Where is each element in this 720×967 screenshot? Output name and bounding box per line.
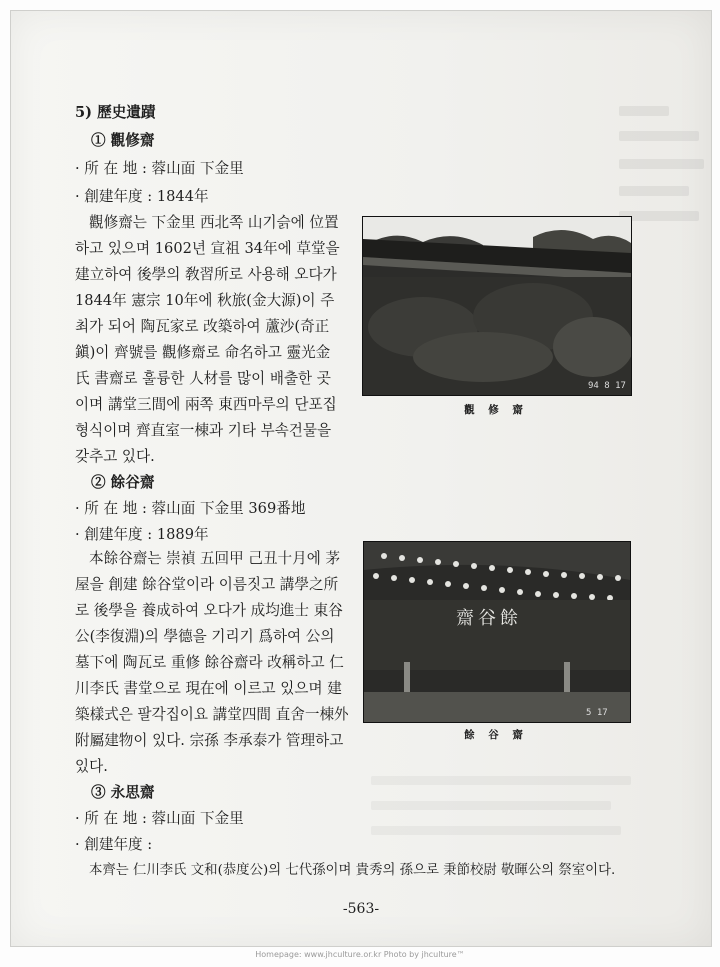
item-location-3: · 所 在 地 : 蓉山面 下金里 bbox=[75, 810, 244, 827]
item-founded-2: · 創建年度 : 1889年 bbox=[75, 526, 209, 543]
photo-caption-1: 觀 修 齋 bbox=[464, 404, 528, 416]
body-line: 墓下에 陶瓦로 重修 餘谷齋라 改稱하고 仁 bbox=[75, 654, 344, 671]
body-line: 附屬建物이 있다. 宗孫 李承泰가 管理하고 bbox=[75, 732, 344, 749]
body-line: 1844年 憲宗 10年에 秋旅(金大源)이 주 bbox=[75, 292, 335, 309]
photo-yeogokjae bbox=[363, 541, 631, 723]
body-line: 築樣式은 팔각집이요 講堂四間 直舍一棟外 bbox=[75, 706, 349, 723]
body-line: 하고 있으며 1602년 宣祖 34年에 草堂을 bbox=[75, 240, 340, 257]
item-founded-3: · 創建年度 : bbox=[75, 836, 153, 853]
bleed-through-mark bbox=[371, 826, 621, 835]
photo-image bbox=[363, 217, 631, 395]
section-title: 5) 歷史遺蹟 bbox=[75, 104, 156, 121]
bleed-through-mark bbox=[371, 776, 631, 785]
item-heading-1: ① 觀修齋 bbox=[91, 132, 155, 149]
hall-signboard-text: 齋谷餘 bbox=[456, 608, 522, 629]
body-line: 公(李復淵)의 學德을 기리기 爲하여 公의 bbox=[75, 628, 335, 645]
photo-gwansujae bbox=[362, 216, 632, 396]
item-founded-1: · 創建年度 : 1844年 bbox=[75, 188, 209, 205]
watermark-footer: Homepage: www.jhculture.or.kr Photo by jhculture™ bbox=[255, 950, 465, 959]
bleed-through-mark bbox=[619, 106, 669, 116]
body-line: 川李氏 書堂으로 現在에 이르고 있으며 建 bbox=[75, 680, 342, 697]
bleed-through-mark bbox=[619, 159, 704, 169]
item-heading-2: ② 餘谷齋 bbox=[91, 474, 155, 491]
body-line: 建立하여 後學의 敎習所로 사용해 오다가 bbox=[75, 266, 337, 283]
item-body-3: 本齊는 仁川李氏 文和(恭度公)의 七代孫이며 貴秀의 孫으로 秉節校尉 敬暉公의 祭室이다. bbox=[89, 863, 616, 878]
photo-image bbox=[364, 542, 630, 722]
bleed-through-mark bbox=[619, 131, 699, 141]
body-line: 鎭)이 齊號를 觀修齋로 命名하고 靈光金 bbox=[75, 344, 331, 361]
page-number: -563- bbox=[342, 901, 380, 917]
bleed-through-mark bbox=[619, 186, 689, 196]
body-line: 최가 되어 陶瓦家로 改築하여 蘆沙(奇正 bbox=[75, 318, 330, 335]
body-line: 本餘谷齋는 崇禎 五回甲 己丑十月에 茅 bbox=[89, 550, 341, 567]
document-page bbox=[10, 10, 712, 947]
photo-caption-2: 餘 谷 齋 bbox=[464, 729, 528, 741]
photo-date-stamp: 94 8 17 bbox=[588, 381, 626, 391]
bleed-through-mark bbox=[371, 801, 611, 810]
item-location-2: · 所 在 地 : 蓉山面 下金里 369番地 bbox=[75, 500, 306, 517]
body-line: 屋을 創建 餘谷堂이라 이름짓고 講學之所 bbox=[75, 576, 339, 593]
body-line: 갖추고 있다. bbox=[75, 448, 155, 465]
item-heading-3: ③ 永思齋 bbox=[91, 784, 155, 801]
body-line: 이며 講堂三間에 兩쪽 東西마루의 단포집 bbox=[75, 396, 337, 413]
body-line: 있다. bbox=[75, 758, 108, 775]
body-line: 氏 書齋로 훌륭한 人材를 많이 배출한 곳 bbox=[75, 370, 331, 387]
photo-date-stamp: 5 17 bbox=[586, 708, 608, 718]
body-line: 로 後學을 養成하여 오다가 成均進士 東谷 bbox=[75, 602, 343, 619]
body-line: 觀修齋는 下金里 西北쪽 山기슭에 位置 bbox=[89, 214, 339, 231]
item-location-1: · 所 在 地 : 蓉山面 下金里 bbox=[75, 160, 244, 177]
body-line: 형식이며 齊直室一棟과 기타 부속건물을 bbox=[75, 422, 332, 439]
